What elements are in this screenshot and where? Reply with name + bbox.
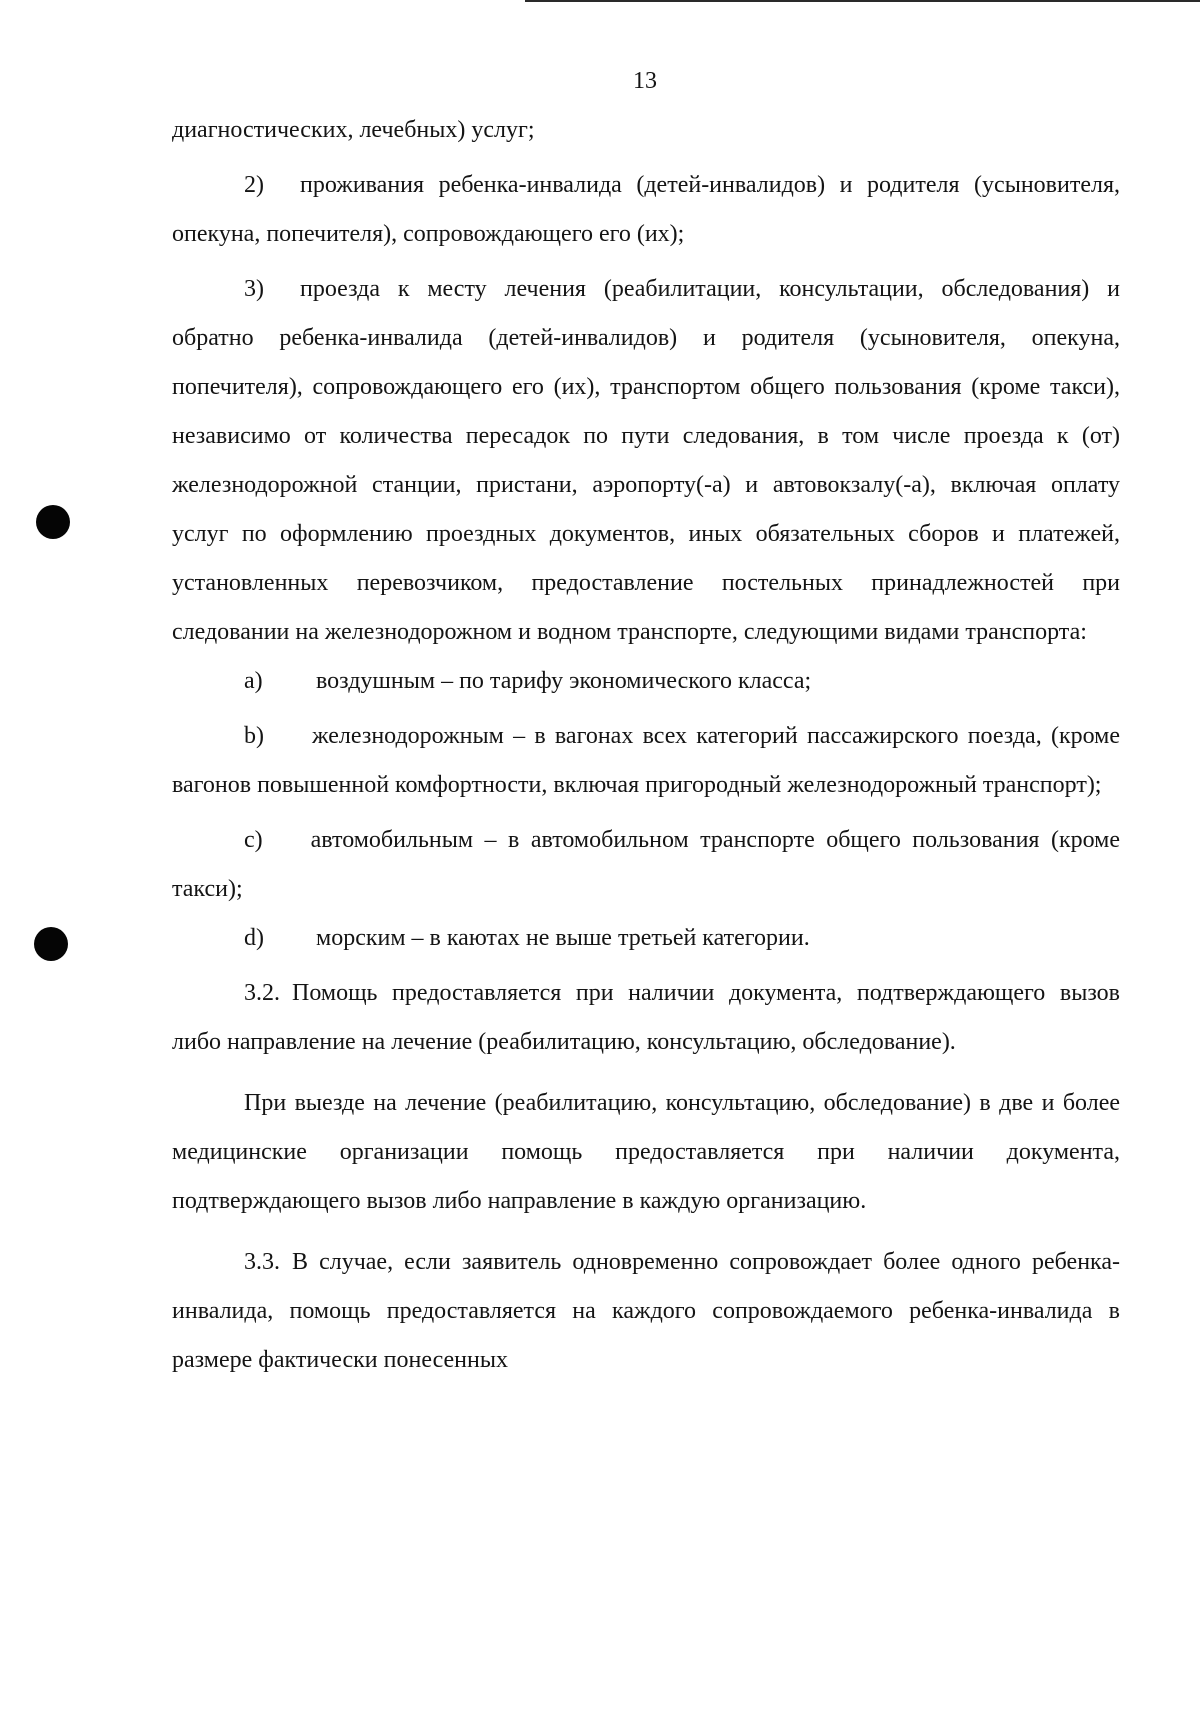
paragraph-multiple-organizations: При выезде на лечение (реабилитацию, консультацию, обследование) в две и более медицинские организации помощь предоставляется при наличии документа, подтверждающего вызов либо направление в каждую организацию. [172,1090,1120,1214]
section-3-3: 3.3. В случае, если заявитель одновременно сопровождает более одного ребенка-инвалида, помощь предоставляется на каждого сопровождаемого ребенка-инвалида в размере фактически понесенных [172,1249,1120,1373]
list-item-2: 2) проживания ребенка-инвалида (детей-инвалидов) и родителя (усыновителя, опекуна, попечителя), сопровождающего его (их); [172,172,1120,247]
punch-hole [34,927,68,961]
sublist-item-c: c) автомобильным – в автомобильном транспорте общего пользования (кроме такси); [172,827,1120,902]
sublist-item-d [172,914,1120,963]
paragraph-intro: диагностических, лечебных) услуг; [172,117,535,143]
scan-edge-line [525,0,1200,2]
sublist-item-a [172,657,1120,706]
section-3-2: 3.2. Помощь предоставляется при наличии документа, подтверждающего вызов либо направление на лечение (реабилитацию, консультацию, обследование). [172,980,1120,1055]
sublist-item-b: b) железнодорожным – в вагонах всех категорий пассажирского поезда, (кроме вагонов повышенной комфортности, включая пригородный железнодорожный транспорт); [172,723,1120,798]
sublist-marker-d: d) [244,925,264,951]
sublist-marker-a: a) [244,668,263,694]
list-item-3: 3) проезда к месту лечения (реабилитации, консультации, обследования) и обратно ребенка-инвалида (детей-инвалидов) и родителя (усыновителя, опекуна, попечителя), сопровождающего его (их), транспортом общего пользования (кроме такси), независимо от количества пересадок по пути следования, в том числе проезда к (от) железнодорожной станции, пристани, аэропорту(-а) и автовокзалу(-а), включая оплату услуг по оформлению проездных документов, иных обязательных сборов и платежей, установленных перевозчиком, предоставление постельных принадлежностей при следовании на железнодорожном и водном транспорте, следующими видами транспорта: [172,276,1120,645]
document-body [172,106,1120,1385]
punch-hole [36,505,70,539]
sublist-text-a: воздушным – по тарифу экономического класса; [316,668,812,694]
sublist-text-d: морским – в каютах не выше третьей категории. [316,925,810,951]
page-number: 13 [633,68,657,94]
